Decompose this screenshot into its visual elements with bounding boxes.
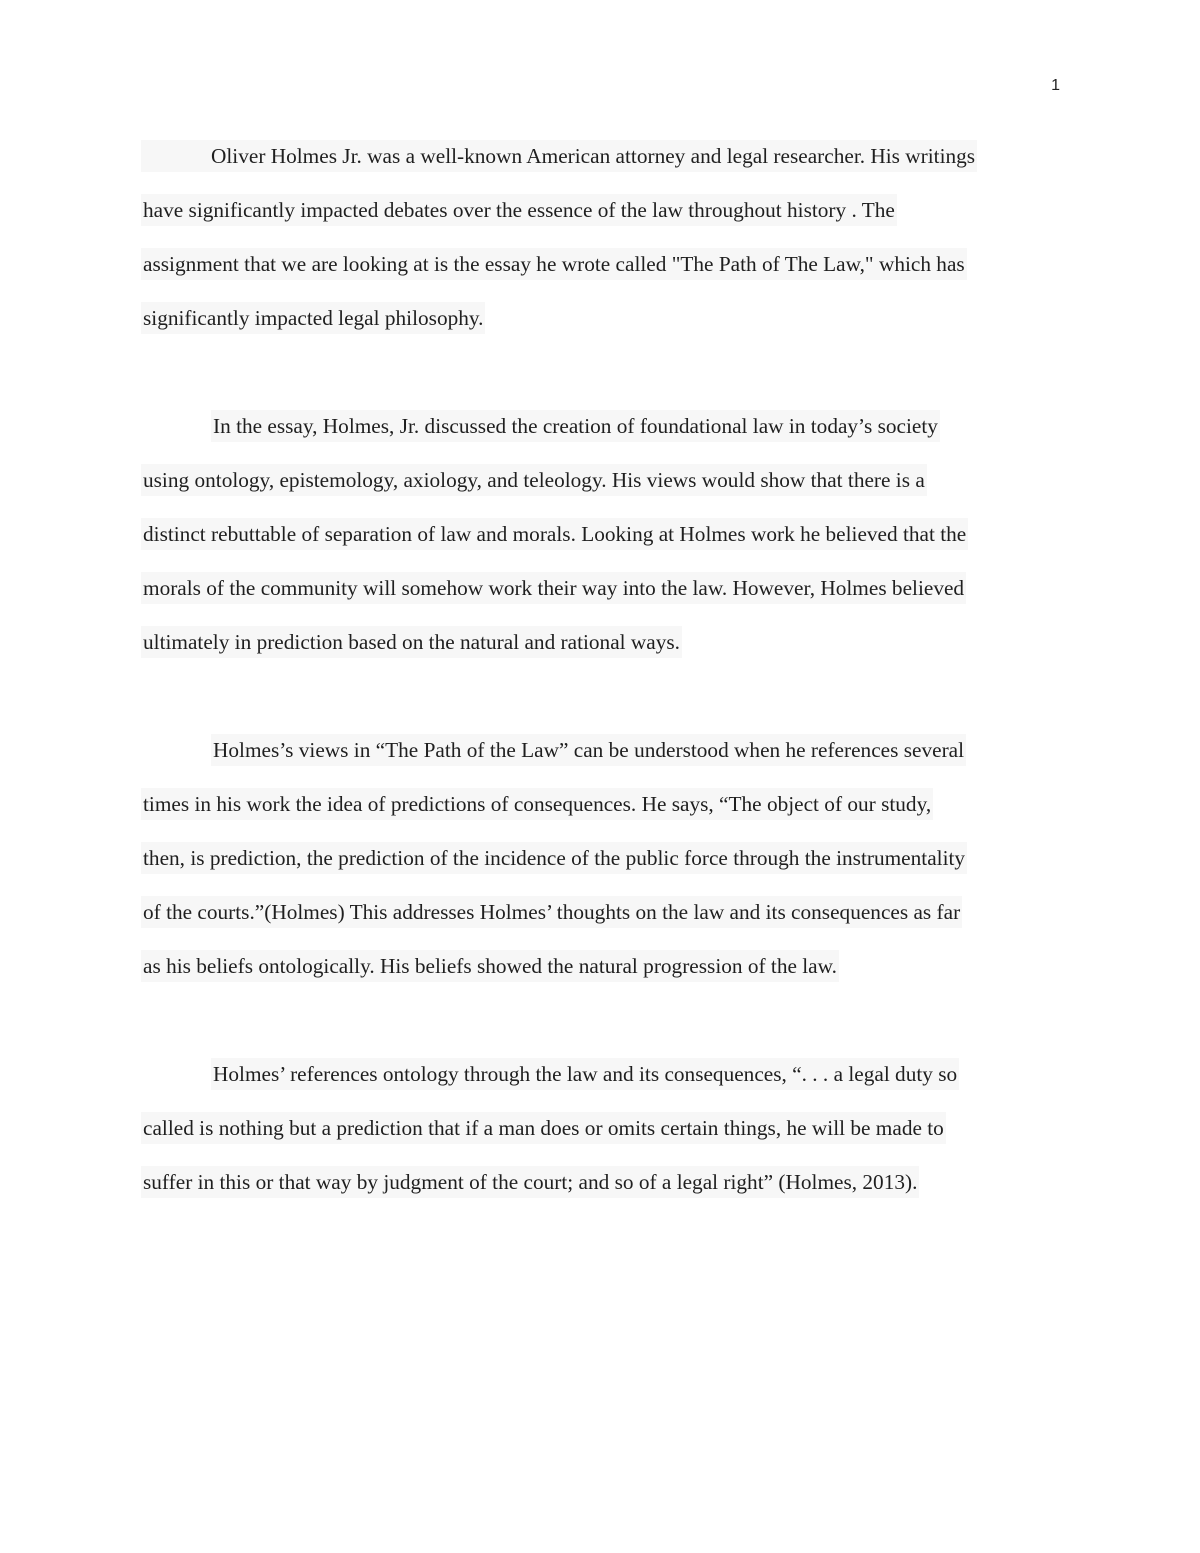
paragraph-line xyxy=(141,777,1060,831)
paragraph-line xyxy=(141,1155,1060,1209)
line-text: called is nothing but a prediction that if a man does or omits certain things, he will be made to xyxy=(141,1112,946,1144)
paragraph-line xyxy=(141,885,1060,939)
line-text: Holmes’s views in “The Path of the Law” can be understood when he references several xyxy=(211,734,966,766)
paragraph-line xyxy=(141,129,1060,183)
paragraph-line xyxy=(141,237,1060,291)
paragraph-legal-duty xyxy=(141,1047,1060,1209)
paragraph-line xyxy=(141,1101,1060,1155)
paragraph-line xyxy=(141,183,1060,237)
paragraph-line xyxy=(141,561,1060,615)
paragraph-line xyxy=(141,939,1060,993)
paragraph-line xyxy=(141,507,1060,561)
document-body xyxy=(141,129,1060,1263)
line-text: In the essay, Holmes, Jr. discussed the creation of foundational law in today’s society xyxy=(211,410,940,442)
line-text: then, is prediction, the prediction of the incidence of the public force through the instrumentality xyxy=(141,842,967,874)
paragraph-line xyxy=(141,831,1060,885)
line-text: distinct rebuttable of separation of law and morals. Looking at Holmes work he believed that the xyxy=(141,518,968,550)
paragraph-essay-discussion xyxy=(141,399,1060,669)
line-text: Holmes’ references ontology through the law and its consequences, “. . . a legal duty so xyxy=(211,1058,959,1090)
paragraph-line xyxy=(141,291,1060,345)
line-text: of the courts.”(Holmes) This addresses Holmes’ thoughts on the law and its consequences as far xyxy=(141,896,962,928)
line-text: morals of the community will somehow work their way into the law. However, Holmes believed xyxy=(141,572,966,604)
paragraph-path-of-the-law xyxy=(141,723,1060,993)
paragraph-line xyxy=(141,723,1060,777)
paragraph-line xyxy=(141,615,1060,669)
paragraph-line xyxy=(141,399,1060,453)
line-text: Oliver Holmes Jr. was a well-known American attorney and legal researcher. His writings xyxy=(141,140,977,172)
paragraph-holmes-introduction xyxy=(141,129,1060,345)
page-number: 1 xyxy=(1051,77,1060,94)
line-text: times in his work the idea of predictions of consequences. He says, “The object of our study, xyxy=(141,788,933,820)
line-text: ultimately in prediction based on the natural and rational ways. xyxy=(141,626,682,658)
line-text: suffer in this or that way by judgment of the court; and so of a legal right” (Holmes, 2013). xyxy=(141,1166,919,1198)
line-text: have significantly impacted debates over the essence of the law throughout history . The xyxy=(141,194,897,226)
line-text: as his beliefs ontologically. His beliefs showed the natural progression of the law. xyxy=(141,950,839,982)
line-text: assignment that we are looking at is the essay he wrote called "The Path of The Law," which has xyxy=(141,248,967,280)
line-text: significantly impacted legal philosophy. xyxy=(141,302,485,334)
paragraph-line xyxy=(141,453,1060,507)
line-text: using ontology, epistemology, axiology, and teleology. His views would show that there is a xyxy=(141,464,927,496)
paragraph-line xyxy=(141,1047,1060,1101)
